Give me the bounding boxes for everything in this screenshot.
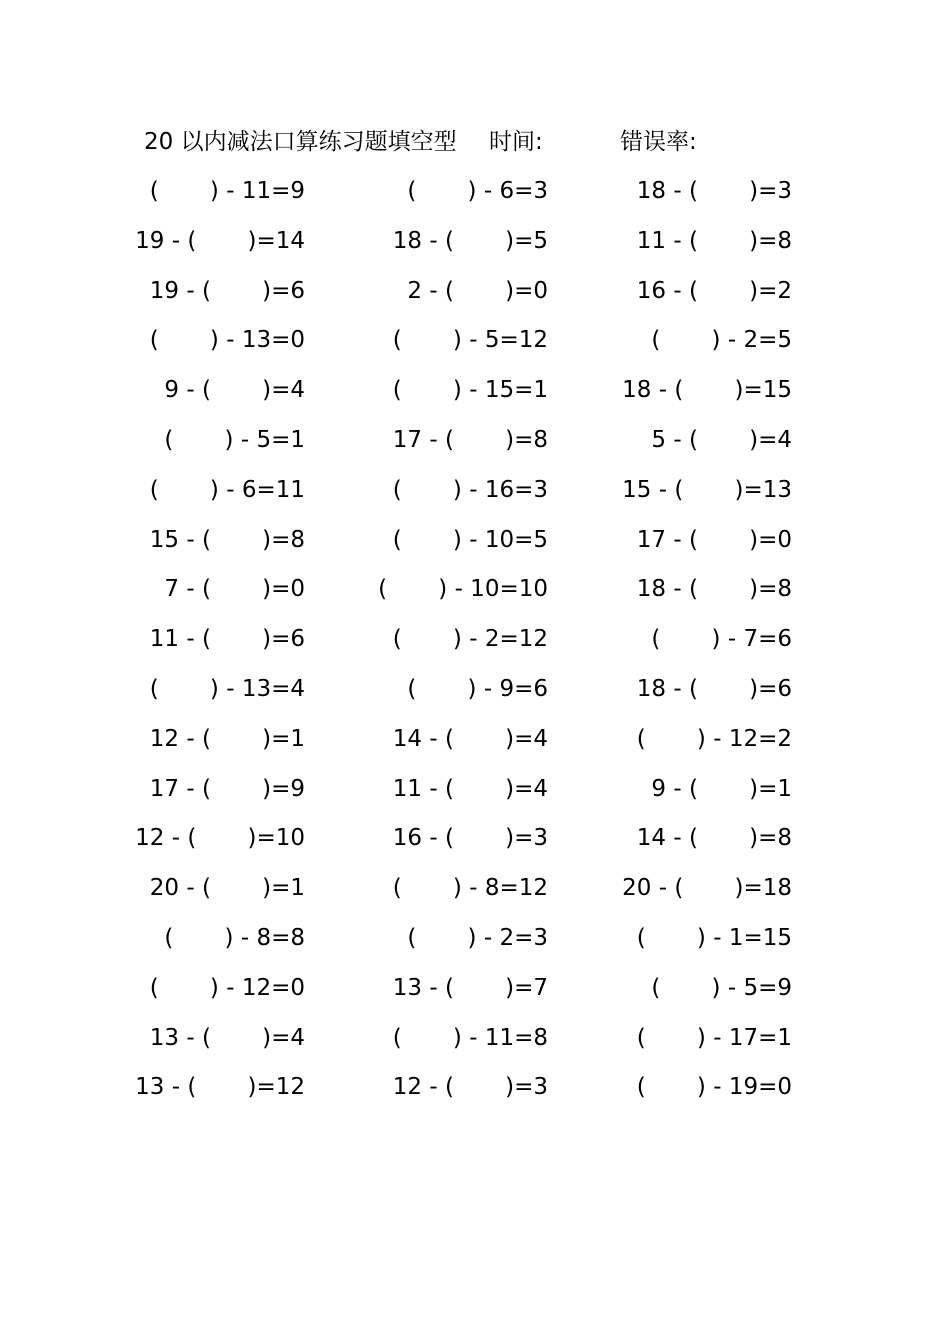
problem-item: ( ) - 8=8 (164, 924, 305, 951)
problem-row (0, 870, 950, 920)
problem-item: ( ) - 19=0 (636, 1074, 792, 1101)
problem-item: 13 - ( )=12 (135, 1074, 305, 1101)
problem-item: ( ) - 10=10 (378, 576, 548, 603)
problem-item: 14 - ( )=4 (392, 725, 548, 752)
worksheet-header (144, 124, 844, 160)
time-label: 时间: (489, 129, 543, 155)
problem-item: 11 - ( )=4 (392, 775, 548, 802)
problem-item: 5 - ( )=4 (651, 426, 792, 453)
problem-item: ( ) - 17=1 (636, 1024, 792, 1051)
problem-row (0, 920, 950, 970)
problem-item: ( ) - 7=6 (651, 626, 792, 653)
problem-item: 16 - ( )=3 (392, 825, 548, 852)
problem-item: 9 - ( )=1 (651, 775, 792, 802)
problem-item: ( ) - 5=9 (651, 974, 792, 1001)
problem-row (0, 372, 950, 422)
problem-item: 18 - ( )=3 (636, 178, 792, 204)
problem-item: 18 - ( )=15 (622, 377, 792, 404)
problem-item: ( ) - 9=6 (407, 675, 548, 702)
problem-item: ( ) - 6=3 (407, 178, 548, 204)
problem-row (0, 322, 950, 372)
problem-item: 9 - ( )=4 (164, 377, 305, 404)
problem-item: ( ) - 16=3 (392, 476, 548, 503)
problem-item: 17 - ( )=9 (149, 775, 305, 802)
problem-row (0, 273, 950, 323)
problem-row (0, 621, 950, 671)
problem-item: 12 - ( )=1 (149, 725, 305, 752)
problem-row (0, 970, 950, 1020)
problem-row (0, 771, 950, 821)
problem-row (0, 422, 950, 472)
worksheet-title: 20 以内减法口算练习题填空型 (144, 129, 457, 155)
problem-item: 20 - ( )=1 (149, 875, 305, 902)
problem-item: ( ) - 12=0 (149, 974, 305, 1001)
problem-item: ( ) - 13=0 (149, 327, 305, 354)
problem-row (0, 1020, 950, 1070)
problem-row (0, 721, 950, 771)
problem-item: ( ) - 15=1 (392, 377, 548, 404)
problem-item: 16 - ( )=2 (636, 277, 792, 304)
problem-item: 12 - ( )=10 (135, 825, 305, 852)
problem-row (0, 522, 950, 572)
problem-row (0, 820, 950, 870)
problem-item: 7 - ( )=0 (164, 576, 305, 603)
problem-item: ( ) - 5=12 (392, 327, 548, 354)
problem-item: ( ) - 2=3 (407, 924, 548, 951)
problem-item: ( ) - 8=12 (392, 875, 548, 902)
problem-item: 11 - ( )=8 (636, 227, 792, 254)
problem-item: ( ) - 2=12 (392, 626, 548, 653)
problem-row (0, 1069, 950, 1119)
problem-item: 17 - ( )=0 (636, 526, 792, 553)
error-rate-label: 错误率: (620, 129, 697, 155)
problem-grid (0, 173, 950, 1119)
problem-row (0, 173, 950, 223)
problem-row (0, 571, 950, 621)
problem-row (0, 472, 950, 522)
problem-item: 15 - ( )=8 (149, 526, 305, 553)
problem-item: 17 - ( )=8 (392, 426, 548, 453)
problem-item: ( ) - 13=4 (149, 675, 305, 702)
problem-item: ( ) - 11=9 (149, 178, 305, 204)
problem-item: 20 - ( )=18 (622, 875, 792, 902)
problem-row (0, 223, 950, 273)
problem-item: ( ) - 11=8 (392, 1024, 548, 1051)
problem-item: ( ) - 10=5 (392, 526, 548, 553)
problem-item: 19 - ( )=6 (149, 277, 305, 304)
problem-item: 12 - ( )=3 (392, 1074, 548, 1101)
problem-item: ( ) - 5=1 (164, 426, 305, 453)
problem-item: ( ) - 1=15 (636, 924, 792, 951)
problem-item: ( ) - 6=11 (149, 476, 305, 503)
problem-item: ( ) - 12=2 (636, 725, 792, 752)
problem-item: 18 - ( )=8 (636, 576, 792, 603)
problem-item: 18 - ( )=5 (392, 227, 548, 254)
problem-item: 11 - ( )=6 (149, 626, 305, 653)
problem-item: 14 - ( )=8 (636, 825, 792, 852)
problem-item: 15 - ( )=13 (622, 476, 792, 503)
problem-item: 13 - ( )=7 (392, 974, 548, 1001)
problem-item: 19 - ( )=14 (135, 227, 305, 254)
problem-item: ( ) - 2=5 (651, 327, 792, 354)
problem-row (0, 671, 950, 721)
problem-item: 2 - ( )=0 (407, 277, 548, 304)
problem-item: 13 - ( )=4 (149, 1024, 305, 1051)
problem-item: 18 - ( )=6 (636, 675, 792, 702)
